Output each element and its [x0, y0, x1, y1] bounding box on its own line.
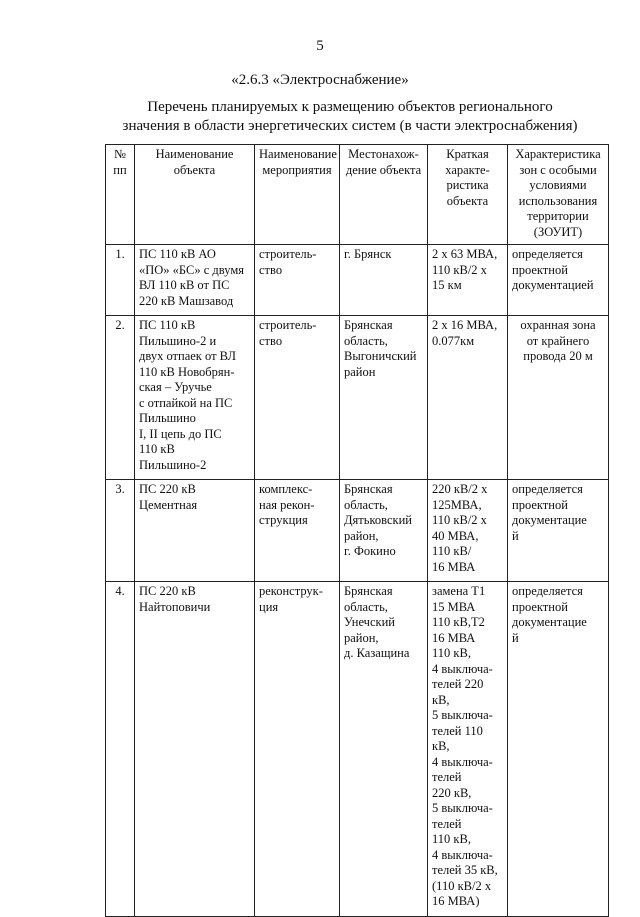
- cell-zone: охранная зона от крайнего провода 20 м: [508, 316, 609, 480]
- header-action: Наименование мероприятия: [255, 145, 340, 245]
- cell-location: г. Брянск: [340, 245, 428, 316]
- cell-object-name: ПС 220 кВ Цементная: [135, 480, 255, 582]
- cell-object-name: ПС 110 кВ Пильшино-2 и двух отпаек от ВЛ 110 кВ Новобрян- ская – Уручье с отпайкой на ПС Пильшино I, II цепь до ПС 110 кВ Пильшино-2: [135, 316, 255, 480]
- header-location: Местонахож- дение объекта: [340, 145, 428, 245]
- cell-number: 4.: [106, 582, 135, 917]
- table-row: [106, 245, 609, 316]
- table-header-row: [106, 145, 609, 245]
- cell-spec: 2 х 16 МВА, 0.077км: [428, 316, 508, 480]
- title-line-1: Перечень планируемых к размещению объектов регионального: [147, 99, 553, 115]
- cell-spec: замена Т1 15 МВА 110 кВ,Т2 16 МВА 110 кВ, 4 выключа- телей 220 кВ, 5 выключа- телей 110 кВ, 4 выключа- телей 220 кВ, 5 выключа- телей 110 кВ, 4 выключа- телей 35 кВ, (110 кВ/2 х 16 МВА): [428, 582, 508, 917]
- cell-zone: определяется проектной документацие й: [508, 480, 609, 582]
- cell-action: комплекс- ная рекон- струкция: [255, 480, 340, 582]
- cell-spec: 2 х 63 МВА, 110 кВ/2 х 15 км: [428, 245, 508, 316]
- table-row: [106, 582, 609, 917]
- cell-action: реконструк- ция: [255, 582, 340, 917]
- table-row: [106, 480, 609, 582]
- cell-location: Брянская область, Дятьковский район, г. Фокино: [340, 480, 428, 582]
- header-zone: Характеристика зон с особыми условиями использования территории (ЗОУИТ): [508, 145, 609, 245]
- cell-location: Брянская область, Унечский район, д. Казащина: [340, 582, 428, 917]
- header-spec: Краткая характе- ристика объекта: [428, 145, 508, 245]
- cell-number: 3.: [106, 480, 135, 582]
- section-heading: «2.6.3 «Электроснабжение»: [231, 72, 409, 88]
- cell-action: строитель- ство: [255, 316, 340, 480]
- cell-object-name: ПС 110 кВ АО «ПО» «БС» с двумя ВЛ 110 кВ от ПС 220 кВ Машзавод: [135, 245, 255, 316]
- cell-zone: определяется проектной документацией: [508, 245, 609, 316]
- cell-number: 2.: [106, 316, 135, 480]
- header-object-name: Наименование объекта: [135, 145, 255, 245]
- title-line-2: значения в области энергетических систем (в части электроснабжения): [122, 118, 578, 134]
- table-row: [106, 316, 609, 480]
- cell-object-name: ПС 220 кВ Найтоповичи: [135, 582, 255, 917]
- page-number: 5: [316, 38, 324, 54]
- objects-table: [105, 144, 609, 917]
- cell-number: 1.: [106, 245, 135, 316]
- cell-spec: 220 кВ/2 х 125МВА, 110 кВ/2 х 40 МВА, 110 кВ/ 16 МВА: [428, 480, 508, 582]
- document-title: [60, 98, 640, 136]
- header-number: № пп: [106, 145, 135, 245]
- cell-action: строитель- ство: [255, 245, 340, 316]
- cell-zone: определяется проектной документацие й: [508, 582, 609, 917]
- cell-location: Брянская область, Выгоничский район: [340, 316, 428, 480]
